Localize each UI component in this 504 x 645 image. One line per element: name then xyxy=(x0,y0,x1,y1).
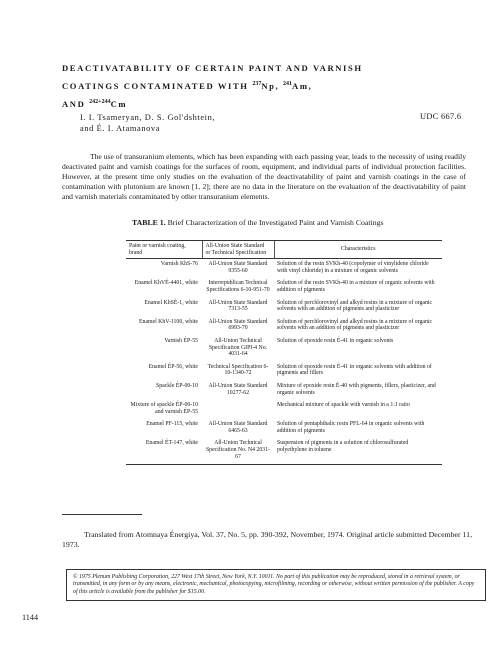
col-header-standard: All-Union State Standard or Technical Specification xyxy=(202,241,274,259)
table-caption-label: TABLE 1. xyxy=(132,218,166,227)
title-line-1: DEACTIVATABILITY OF CERTAIN PAINT AND VARNISH xyxy=(62,63,363,73)
cell-characteristics: Solution of epoxide resin É-41 in organic solvents with addition of pigments and fillers xyxy=(277,363,432,377)
col-header-brand: Paint or varnish coating, brand xyxy=(126,241,202,259)
copyright-notice: © 1975 Plenum Publishing Corporation, 227 West 17th Street, New York, N.Y. 10011. No part of this publication may be reproduced, stored in a retrieval system, or transmitted, in any form or by any means, electronic, mechanical, photocopying, microfilming, recording or otherwise, without written permission of the publisher. A copy of this article is available from the publisher for $15.00. xyxy=(66,569,486,601)
cell-standard: All-Union State Standard 7313-55 xyxy=(208,299,268,313)
cell-characteristics: Solution of the resin SVKh-40 in a mixture of organic solvents with addition of pigments xyxy=(277,280,435,293)
table-row xyxy=(126,317,442,336)
table-row xyxy=(126,336,442,362)
cell-brand: Enamel ÉT-147, white xyxy=(126,438,202,464)
cell-brand: Varnish ÉP-55 xyxy=(164,337,198,344)
table-caption xyxy=(132,218,432,228)
table-row xyxy=(126,400,442,419)
cell-brand: Enamel PF-115, white xyxy=(146,421,198,428)
table-caption-text: Brief Characterization of the Investigated Paint and Varnish Coatings xyxy=(167,218,384,227)
table-header-row xyxy=(126,241,442,259)
cell-characteristics: Solution of pentaphthalic resin PFL-64 in organic solvents with addition of pigments xyxy=(277,421,425,434)
cell-brand: Enamel KhVÉ-4401, white xyxy=(134,280,198,287)
article-title xyxy=(62,60,482,112)
cell-standard: All-Union Technical Specification No. N4 2031-67 xyxy=(202,438,274,464)
cell-brand: Enamel KhSÉ-1, white xyxy=(144,299,198,306)
col-header-characteristics: Characteristics xyxy=(274,241,442,259)
title-line-3: AND $^{242+244}$Cm xyxy=(62,98,128,109)
authors-line-1: I. I. Tsameryan, D. S. Gol'dshtein, xyxy=(80,113,216,122)
table-row xyxy=(126,381,442,400)
cell-brand: Varnish KhS-76 xyxy=(160,261,198,268)
table-row xyxy=(126,278,442,297)
cell-characteristics: Solution of perchlorovinyl and alkyd resins in a mixture of organic solvents with an addition of pigments and plasticizer xyxy=(277,318,433,332)
table-row xyxy=(126,419,442,438)
cell-standard: All-Union State Standard 6465-63 xyxy=(208,421,268,434)
translation-footnote: Translated from Atomnaya Énergiya, Vol. 37, No. 5, pp. 390-392, November, 1974. Original article submitted December 11, 1973. xyxy=(62,530,473,549)
table-row xyxy=(126,259,442,279)
cell-characteristics: Mechanical mixture of spackle with varnish in a 1:1 ratio xyxy=(277,402,410,409)
title-line-2: COATINGS CONTAMINATED WITH $^{237}$Np, $^{241}$Am, xyxy=(62,80,313,91)
table-row xyxy=(126,362,442,381)
cell-characteristics: Mixture of epoxide resin É-40 with pigments, fillers, plasticizer, and organic solvents xyxy=(277,382,436,396)
cell-characteristics: Suspension of pigments in a solution of chlorosulfurated polyethylene in toluene xyxy=(274,438,442,464)
coatings-table xyxy=(126,240,442,465)
author-list xyxy=(80,112,215,134)
authors-line-2: and É. I. Atamanova xyxy=(80,124,161,133)
cell-brand: Mixture of spackle ÉP-00-10 and varnish ÉP-55 xyxy=(130,402,198,415)
table-row xyxy=(126,438,442,464)
cell-characteristics: Solution of epoxide resin É-41 in organic solvents xyxy=(277,337,394,344)
cell-standard: All-Union State Standard 6993-70 xyxy=(208,318,268,332)
cell-standard xyxy=(202,400,274,419)
cell-brand: Enamel KhV-1100, white xyxy=(139,318,198,325)
cell-standard: Interrepublican Technical Specifications 6-10-951-70 xyxy=(206,280,270,293)
cell-standard: Technical Specification 6-10-1340-72 xyxy=(207,363,269,377)
cell-brand: Spackle ÉP-00-10 xyxy=(155,382,198,389)
cell-brand: Enamel ÉP-56, white xyxy=(148,363,198,370)
cell-standard: All-Union State Standard 10277-62 xyxy=(208,382,268,396)
udc-code: UDC 667.6 xyxy=(420,112,462,121)
cell-standard: All-Union State Standard 9355-60 xyxy=(208,261,268,274)
page-number: 1144 xyxy=(22,613,39,622)
abstract-paragraph: The use of transuranium elements, which has been expanding with each passing year, leads to the necessity of using readily deactivated paint and varnish coatings for the surfaces of room, equipment, and individual parts of individual protection facilities. However, at the present time only studies on the evaluation of the deactivatability of paint and varnish coatings in the case of contamination with plutonium are known [1, 2]; there are no data in the literature on the evaluation of the deactivatability of paint and varnish materials contaminated by other transuranium elements. xyxy=(62,152,466,201)
cell-characteristics: Solution of perchlorovinyl and alkyd resins in a mixture of organic solvents with an addition of pigments and plasticizer xyxy=(277,299,433,313)
footnote-rule xyxy=(62,514,142,515)
cell-characteristics: Solution of the resin SVKh-40 (copolymer of vinylidene chloride with vinyl chloride) in a mixture of organic solvents xyxy=(277,261,429,274)
cell-standard: All-Union Technical Specification GIPI-4 No. 4031-64 xyxy=(208,337,268,358)
table-row xyxy=(126,298,442,317)
